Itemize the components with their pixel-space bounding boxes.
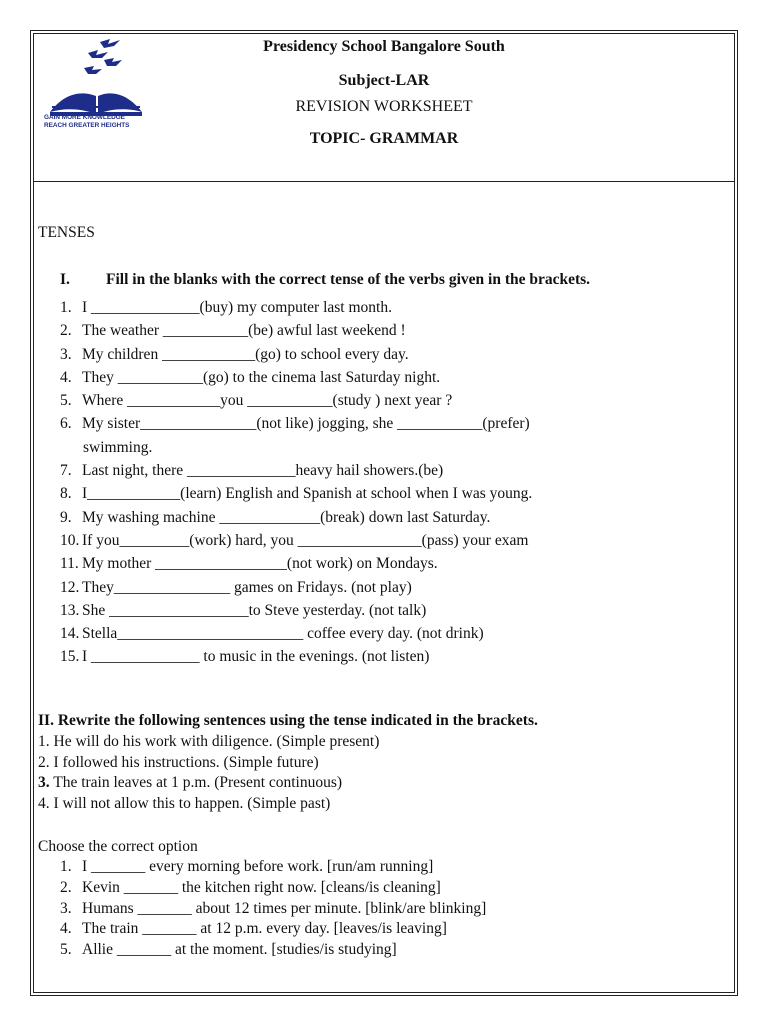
question-number: 2. [60, 322, 72, 340]
topic-title: TOPIC- GRAMMAR [309, 130, 459, 147]
question-text: I____________(learn) English and Spanish at school when I was young. [82, 485, 533, 503]
question-text: Where ____________you ___________(study ) next year ? [82, 392, 453, 410]
question-item [60, 529, 532, 552]
rewrite-number: 3. [38, 774, 50, 791]
rewrite-number: 4. [38, 794, 50, 812]
rewrite-text: He will do his work with diligence. (Simple present) [53, 733, 380, 750]
question-number: 6. [60, 415, 72, 433]
option-text: The train _______ at 12 p.m. every day. [leaves/is leaving] [82, 920, 447, 938]
question-text: My children ____________(go) to school every day. [82, 345, 409, 363]
question-item [60, 645, 532, 668]
worksheet-title: REVISION WORKSHEET [295, 98, 473, 115]
question-text: I ______________(buy) my computer last month. [82, 299, 392, 316]
option-number: 3. [60, 899, 72, 917]
subject-title: Subject-LAR [338, 72, 430, 89]
option-number: 5. [60, 941, 72, 959]
section3-title: Choose the correct option [38, 838, 198, 855]
rewrite-item [38, 753, 538, 774]
question-text: My washing machine _____________(break) down last Saturday. [82, 508, 491, 526]
question-text: Last night, there ______________heavy hail showers.(be) [82, 462, 444, 480]
question-item [60, 366, 532, 389]
logo-motto-line1: GAIN MORE KNOWLEDGE [44, 114, 125, 121]
question-item [60, 599, 532, 622]
question-number: 12. [60, 578, 80, 596]
question-text: They_______________ games on Fridays. (not play) [82, 578, 412, 596]
question-item [60, 482, 532, 505]
section2 [38, 710, 538, 814]
logo-motto-line2: REACH GREATER HEIGHTS [44, 122, 130, 129]
question-item [60, 622, 532, 645]
question-number: 13. [60, 601, 80, 619]
choose-option-list [60, 857, 486, 961]
question-number: 15. [60, 648, 80, 666]
question-item [60, 343, 532, 366]
option-number: 4. [60, 920, 72, 938]
section1-number: I. [60, 271, 70, 288]
question-text: I ______________ to music in the evenings. (not listen) [82, 648, 430, 666]
section1-title [60, 271, 590, 289]
rewrite-list [38, 732, 538, 814]
section1-instruction: Fill in the blanks with the correct tense of the verbs given in the brackets. [106, 271, 591, 288]
option-text: Kevin _______ the kitchen right now. [cleans/is cleaning] [82, 878, 441, 896]
option-text: I _______ every morning before work. [run/am running] [82, 858, 434, 875]
option-item [60, 878, 486, 899]
rewrite-text: The train leaves at 1 p.m. (Present continuous) [53, 774, 343, 791]
rewrite-number: 1. [38, 733, 50, 750]
question-item [60, 319, 532, 342]
option-item [60, 940, 486, 961]
question-number: 4. [60, 368, 72, 386]
question-text-continued: swimming. [83, 438, 153, 456]
question-text: If you_________(work) hard, you ________________(pass) your exam [82, 531, 529, 549]
question-item [60, 506, 532, 529]
option-item [60, 857, 486, 878]
question-number: 1. [60, 299, 72, 316]
option-number: 2. [60, 878, 72, 896]
school-name: Presidency School Bangalore South [263, 38, 505, 55]
question-text: My sister_______________(not like) jogging, she ___________(prefer) [82, 415, 530, 433]
question-text: My mother _________________(not work) on Mondays. [82, 555, 438, 573]
rewrite-item [38, 773, 538, 794]
question-item [60, 459, 532, 482]
question-number: 3. [60, 345, 72, 363]
fill-blanks-list [60, 296, 532, 669]
question-text: They ___________(go) to the cinema last Saturday night. [82, 368, 441, 386]
question-item [60, 389, 532, 412]
section-heading: TENSES [38, 224, 95, 241]
rewrite-item [38, 794, 538, 815]
question-number: 5. [60, 392, 72, 410]
question-text: Stella________________________ coffee every day. (not drink) [82, 625, 484, 643]
option-text: Allie _______ at the moment. [studies/is studying] [82, 941, 397, 959]
question-number: 7. [60, 462, 72, 480]
question-number: 8. [60, 485, 72, 503]
logo-caption [44, 114, 152, 130]
section2-title: II. Rewrite the following sentences using the tense indicated in the brackets. [38, 712, 538, 729]
option-number: 1. [60, 858, 72, 875]
header-divider [33, 181, 735, 182]
question-number: 10. [60, 531, 80, 549]
question-number: 14. [60, 625, 80, 643]
option-item [60, 919, 486, 940]
question-text: The weather ___________(be) awful last weekend ! [82, 322, 406, 340]
rewrite-item [38, 732, 538, 753]
question-number: 9. [60, 508, 72, 526]
question-text: She __________________to Steve yesterday. (not talk) [82, 601, 427, 619]
rewrite-text: I will not allow this to happen. (Simple past) [53, 794, 331, 812]
option-text: Humans _______ about 12 times per minute. [blink/are blinking] [82, 899, 487, 917]
rewrite-number: 2. [38, 753, 50, 771]
question-item [60, 412, 532, 459]
rewrite-text: I followed his instructions. (Simple future) [53, 753, 319, 771]
question-item [60, 552, 532, 575]
question-item [60, 296, 532, 319]
question-item [60, 576, 532, 599]
question-number: 11. [60, 555, 79, 573]
option-item [60, 899, 486, 920]
